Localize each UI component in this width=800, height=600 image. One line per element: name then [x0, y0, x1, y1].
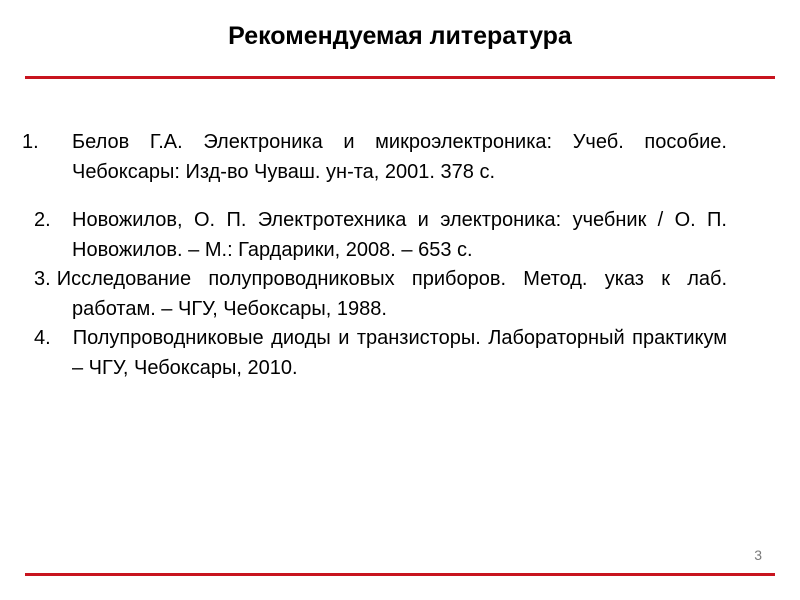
list-item	[22, 206, 727, 265]
list-item-text: Белов Г.А. Электроника и микроэлектроника: Учеб. пособие. Чебоксары: Изд-во Чуваш. ун-та, 2001. 378 с.	[72, 131, 727, 183]
list-item-number: 4.	[34, 327, 51, 349]
slide-title: Рекомендуемая литература	[228, 22, 572, 50]
list-item-text: Новожилов, О. П. Электротехника и электроника: учебник / О. П. Новожилов. – М.: Гардарики, 2008. – 653 с.	[72, 209, 727, 261]
list-item-text: Полупроводниковые диоды и транзисторы. Лабораторный практикум – ЧГУ, Чебоксары, 2010.	[72, 327, 727, 379]
bottom-divider	[25, 573, 775, 576]
list-item	[22, 128, 727, 187]
list-item-number: 3.	[34, 268, 51, 290]
page-number: 3	[754, 547, 762, 563]
list-item	[22, 265, 727, 324]
reference-list	[22, 128, 727, 383]
list-item-number: 1.	[22, 131, 39, 153]
list-item-text: Исследование полупроводниковых приборов. Метод. указ к лаб. работам. – ЧГУ, Чебоксары, 1988.	[56, 268, 727, 320]
list-item	[22, 324, 727, 383]
list-item-number: 2.	[34, 209, 51, 231]
top-divider	[25, 76, 775, 79]
